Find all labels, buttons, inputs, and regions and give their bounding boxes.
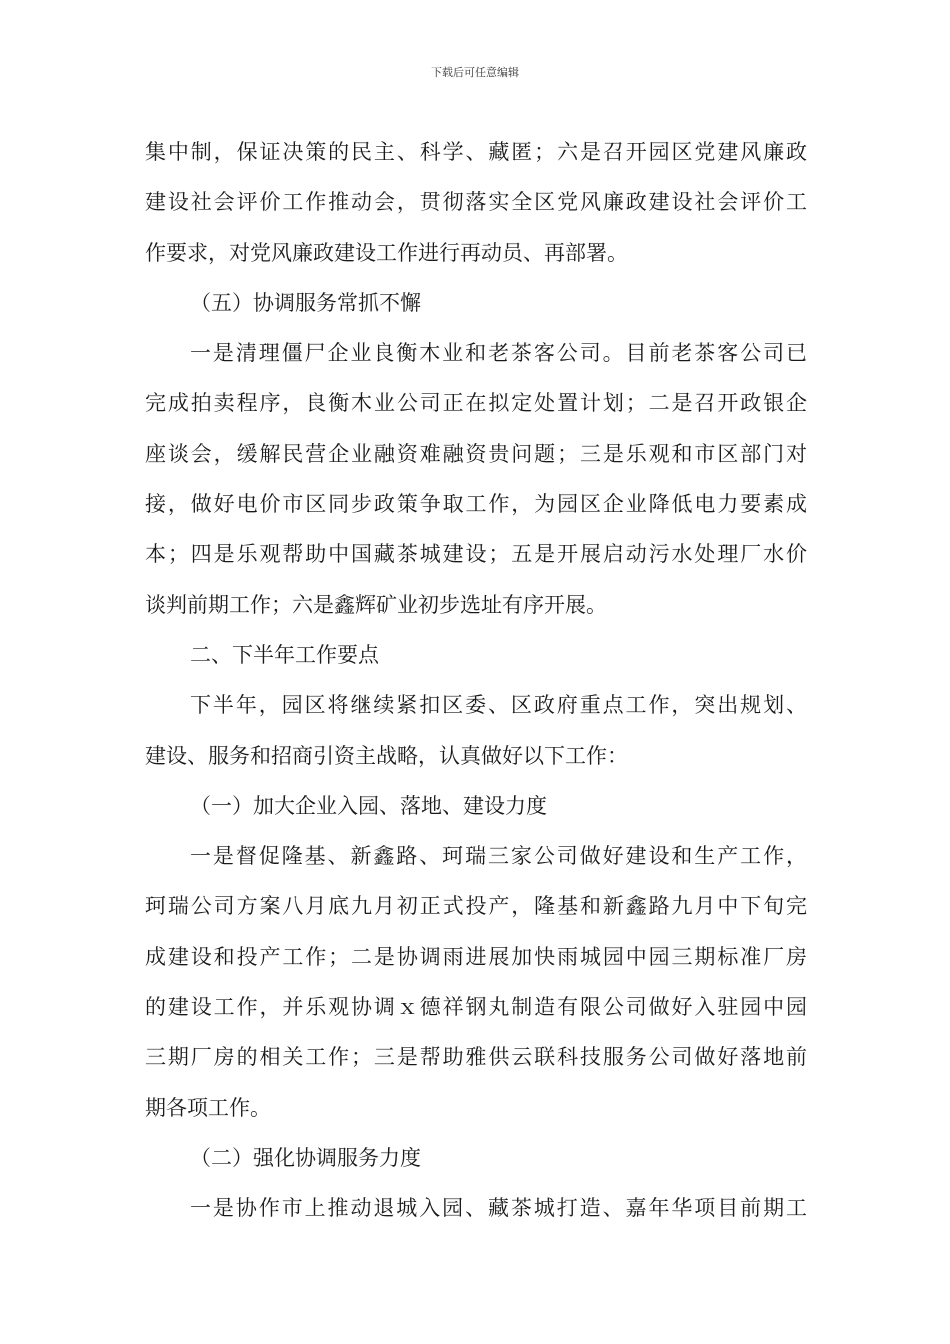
page-header: 下载后可任意编辑 [431,66,519,79]
section-heading: （五）协调服务常抓不懈 [190,290,421,315]
paragraph-line: 集中制，保证决策的民主、科学、藏匿；六是召开园区党建风廉政 [145,140,807,164]
paragraph-line: 完成拍卖程序，良衡木业公司正在拟定处置计划；二是召开政银企 [145,391,807,416]
paragraph-line: 期各项工作。 [145,1095,271,1120]
paragraph-line: 建设、服务和招商引资主战略，认真做好以下工作： [145,743,628,768]
paragraph-line: 座谈会，缓解民营企业融资难融资贵问题；三是乐观和市区部门对 [145,441,807,466]
section-heading: （二）强化协调服务力度 [190,1145,421,1170]
paragraph-line: 一是协作市上推动退城入园、藏茶城打造、嘉年华项目前期工 [190,1196,807,1221]
paragraph-line: 珂瑞公司方案八月底九月初正式投产，隆基和新鑫路九月中下旬完 [145,894,807,919]
section-heading: 二、下半年工作要点 [190,642,379,667]
paragraph-line: 谈判前期工作；六是鑫辉矿业初步选址有序开展。 [145,592,607,617]
paragraph-line: 建设社会评价工作推动会，贯彻落实全区党风廉政建设社会评价工 [145,190,807,215]
paragraph-line: 一是清理僵尸企业良衡木业和老茶客公司。目前老茶客公司已 [190,341,807,366]
section-heading: （一）加大企业入园、落地、建设力度 [190,793,547,818]
paragraph-line: 一是督促隆基、新鑫路、珂瑞三家公司做好建设和生产工作， [190,844,807,869]
paragraph-line: 成建设和投产工作；二是协调雨进展加快雨城园中园三期标准厂房 [145,944,807,969]
paragraph-line: 作要求，对党风廉政建设工作进行再动员、再部署。 [145,240,628,265]
paragraph-line: 接，做好电价市区同步政策争取工作，为园区企业降低电力要素成 [145,492,807,517]
paragraph-line: 的建设工作，并乐观协调ｘ德祥钢丸制造有限公司做好入驻园中园 [145,995,807,1020]
paragraph-line: 本；四是乐观帮助中国藏茶城建设；五是开展启动污水处理厂水价 [145,542,807,567]
paragraph-line: 下半年，园区将继续紧扣区委、区政府重点工作，突出规划、 [190,693,807,718]
document-body [145,131,807,1238]
paragraph-line: 三期厂房的相关工作；三是帮助雅供云联科技服务公司做好落地前 [145,1045,807,1070]
